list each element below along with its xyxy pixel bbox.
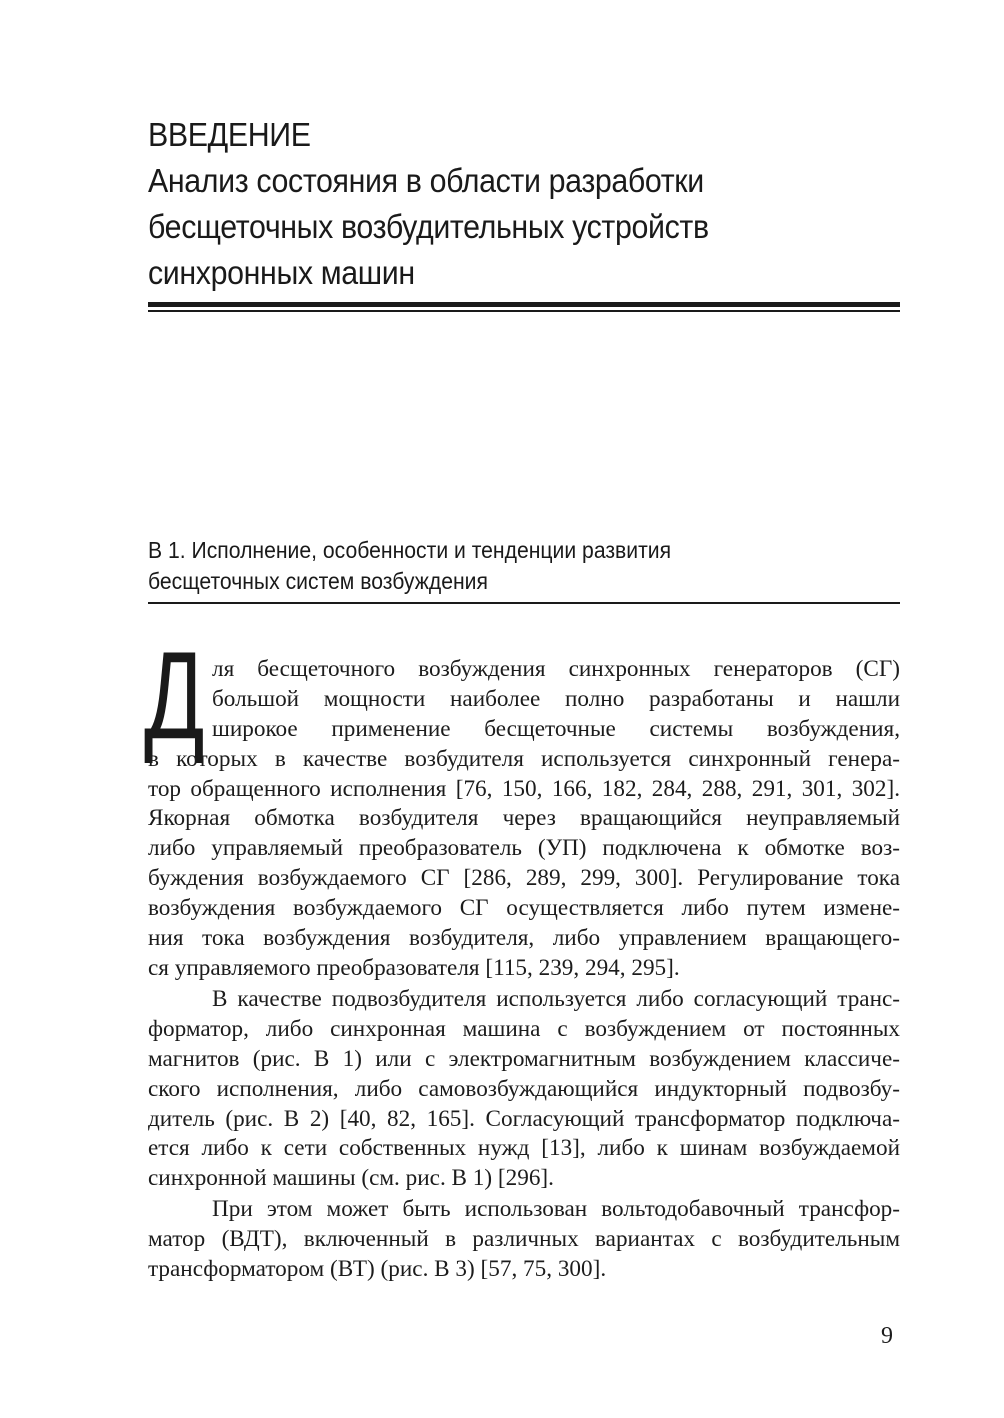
chapter-rule-thin [148, 310, 900, 312]
text-line: форматор, либо синхронная машина с возбуждением от постоянных [148, 1015, 900, 1042]
text-line: ется либо к сети собственных нужд [13], либо к шинам возбуждаемой [148, 1135, 900, 1162]
text-line: Якорная обмотка возбудителя через вращающийся неуправляемый [148, 805, 900, 832]
text-line: трансформатором (ВТ) (рис. В 3) [57, 75, 300]. [148, 1255, 607, 1282]
chapter-heading [148, 112, 847, 296]
text-line: большой мощности наиболее полно разработаны и нашли [212, 685, 900, 712]
page-number: 9 [881, 1323, 893, 1349]
chapter-subtitle-line: Анализ состояния в области разработки [148, 162, 704, 199]
text-line: ля бесщеточного возбуждения синхронных генераторов (СГ) [212, 656, 900, 682]
chapter-subtitle-line: синхронных машин [148, 254, 415, 291]
section-heading [148, 535, 847, 597]
drop-cap: Д [144, 627, 205, 765]
text-line: В качестве подвозбудителя используется либо согласующий транс- [212, 986, 900, 1012]
text-line: тор обращенного исполнения [76, 150, 166, 182, 284, 288, 291, 301, 302]. [148, 775, 900, 802]
section-heading-line: В 1. Исполнение, особенности и тенденции развития [148, 537, 672, 563]
body-text [148, 655, 900, 1014]
chapter-subtitle-line: бесщеточных возбудительных устройств [148, 208, 709, 245]
chapter-rule-thick [148, 302, 900, 307]
text-line: магнитов (рис. В 1) или с электромагнитным возбуждением классиче- [148, 1045, 900, 1072]
paragraph-3-real [148, 1195, 900, 1285]
text-line: синхронной машины (см. рис. В 1) [296]. [148, 1165, 554, 1192]
text-line: матор (ВДТ), включенный в различных вариантах с возбудительным [148, 1225, 900, 1252]
text-line: При этом может быть использован вольтодобавочный трансфор- [212, 1196, 900, 1222]
section-rule [148, 602, 900, 604]
text-line: возбуждения возбуждаемого СГ осуществляется либо путем измене- [148, 895, 900, 922]
text-line: ского исполнения, либо самовозбуждающийся индукторный подвозбу- [148, 1075, 900, 1102]
text-line: ния тока возбуждения возбудителя, либо управлением вращающего- [148, 925, 900, 952]
text-line: широкое применение бесщеточные системы возбуждения, [212, 715, 900, 742]
text-line: в которых в качестве возбудителя используется синхронный генера- [148, 745, 900, 772]
paragraph-2-real [148, 985, 900, 1194]
section-heading-line: бесщеточных систем возбуждения [148, 568, 488, 594]
text-line: буждения возбуждаемого СГ [286, 289, 299, 300]. Регулирование тока [148, 865, 900, 892]
chapter-title: ВВЕДЕНИЕ [148, 116, 311, 153]
text-line: либо управляемый преобразователь (УП) подключена к обмотке воз- [148, 835, 900, 862]
text-line: ся управляемого преобразователя [115, 239, 294, 295]. [148, 954, 680, 981]
text-line: дитель (рис. В 2) [40, 82, 165]. Согласующий трансформатор подключа- [148, 1105, 900, 1132]
